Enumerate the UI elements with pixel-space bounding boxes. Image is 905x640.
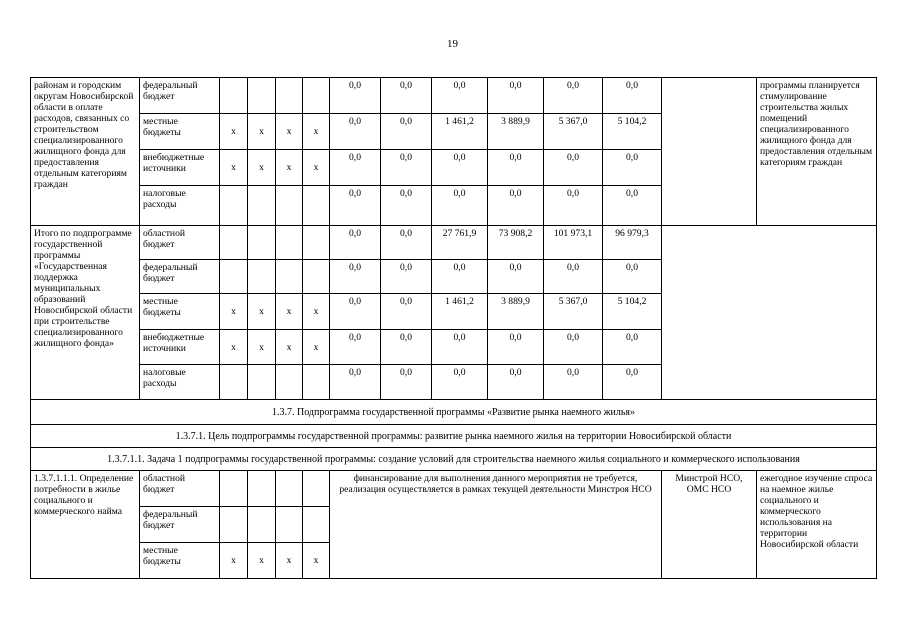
executor: Минстрой НСО, ОМС НСО (662, 471, 757, 579)
table-cell: 0,0 (488, 330, 544, 365)
table-cell (248, 260, 276, 294)
table-cell (248, 78, 276, 114)
table-cell (220, 78, 248, 114)
task-heading: 1.3.7.1.1. Задача 1 подпрограммы государственной программы: создание условий для строительства наемного жилья социального и коммерческого использования (31, 448, 877, 471)
goal-heading: 1.3.7.1. Цель подпрограммы государственной программы: развитие рынка наемного жилья на территории Новосибирской области (31, 425, 877, 448)
table-cell: x (248, 294, 276, 330)
funding-source: местные бюджеты (140, 543, 220, 579)
table-cell: 0,0 (488, 78, 544, 114)
table-cell: 5 367,0 (544, 114, 603, 150)
table-cell: 0,0 (330, 186, 381, 226)
table-cell: x (303, 294, 330, 330)
table-cell: x (220, 114, 248, 150)
table-cell: 0,0 (381, 294, 432, 330)
table-cell: x (248, 150, 276, 186)
table-cell: 0,0 (488, 186, 544, 226)
table-cell: 0,0 (330, 226, 381, 260)
table-cell: 0,0 (603, 260, 662, 294)
table-cell (220, 260, 248, 294)
table-cell: 0,0 (488, 260, 544, 294)
funding-source: налоговые расходы (140, 186, 220, 226)
table-cell: 0,0 (330, 114, 381, 150)
funding-source: местные бюджеты (140, 294, 220, 330)
table-cell: x (248, 114, 276, 150)
table-cell: 0,0 (544, 78, 603, 114)
table-cell: 0,0 (432, 260, 488, 294)
table-cell: 0,0 (603, 150, 662, 186)
table-cell: 0,0 (381, 330, 432, 365)
measure-label: районам и городским округам Новосибирской области в оплате расходов, связанных со строительством специализированного жилищного фонда для предоставления отдельным категориям граждан (31, 78, 140, 226)
table-cell: 0,0 (381, 78, 432, 114)
table-cell (276, 186, 303, 226)
funding-source: налоговые расходы (140, 365, 220, 400)
empty-cell (662, 226, 877, 400)
table-cell (303, 365, 330, 400)
table-cell (276, 260, 303, 294)
table-cell: 0,0 (432, 186, 488, 226)
table-cell: x (276, 150, 303, 186)
table-cell (220, 365, 248, 400)
table-cell (303, 226, 330, 260)
table-cell: x (276, 114, 303, 150)
table-cell: 3 889,9 (488, 114, 544, 150)
table-cell: x (276, 330, 303, 365)
table-cell: 0,0 (432, 330, 488, 365)
table-cell: 0,0 (603, 78, 662, 114)
funding-source: федеральный бюджет (140, 507, 220, 543)
table-cell: 73 908,2 (488, 226, 544, 260)
table-cell: 0,0 (432, 150, 488, 186)
table-cell: 0,0 (330, 330, 381, 365)
total-label: Итого по подпрограмме государственной программы «Государственная поддержка муниципальных образований Новосибирской области при строительстве специализированного жилищного фонда» (31, 226, 140, 400)
table-cell: 1 461,2 (432, 114, 488, 150)
table-row (31, 425, 877, 448)
table-cell: 0,0 (488, 150, 544, 186)
table-cell: x (276, 543, 303, 579)
page-number: 19 (447, 38, 458, 50)
table-cell: 0,0 (330, 365, 381, 400)
table-cell: 0,0 (330, 260, 381, 294)
table-cell: x (248, 543, 276, 579)
table-cell: x (303, 543, 330, 579)
funding-source: областной бюджет (140, 471, 220, 507)
table-cell (248, 226, 276, 260)
table-cell: x (303, 150, 330, 186)
table-cell: x (220, 150, 248, 186)
funding-source: федеральный бюджет (140, 260, 220, 294)
table-cell: 0,0 (544, 330, 603, 365)
table-cell: 5 104,2 (603, 294, 662, 330)
table-cell: x (220, 294, 248, 330)
table-cell (276, 471, 303, 507)
table-cell: 3 889,9 (488, 294, 544, 330)
table-cell (220, 186, 248, 226)
table-cell: 0,0 (330, 150, 381, 186)
table-cell: 0,0 (488, 365, 544, 400)
funding-source: местные бюджеты (140, 114, 220, 150)
table-cell: 101 973,1 (544, 226, 603, 260)
table-cell (220, 471, 248, 507)
table-cell (276, 507, 303, 543)
table-cell: 0,0 (432, 78, 488, 114)
table-cell: 27 761,9 (432, 226, 488, 260)
funding-source: внебюджетные источники (140, 150, 220, 186)
measure-note: ежегодное изучение спроса на наемное жилье социального и коммерческого использования на территории Новосибирской области (757, 471, 877, 579)
table-cell (220, 507, 248, 543)
budget-table (30, 77, 877, 579)
table-cell (248, 507, 276, 543)
table-cell: 1 461,2 (432, 294, 488, 330)
table-cell: 0,0 (381, 114, 432, 150)
table-row (31, 226, 877, 260)
table-cell: 0,0 (603, 330, 662, 365)
measure-note: программы планируется стимулирование строительства жилых помещений специализированного жилищного фонда для предоставления отдельным категориям граждан (757, 78, 877, 226)
subprogram-heading: 1.3.7. Подпрограмма государственной программы «Развитие рынка наемного жилья» (31, 400, 877, 425)
table-cell (303, 507, 330, 543)
table-cell: 0,0 (381, 150, 432, 186)
table-cell (248, 365, 276, 400)
table-row (31, 448, 877, 471)
table-cell (276, 365, 303, 400)
table-cell: 0,0 (330, 78, 381, 114)
funding-source: внебюджетные источники (140, 330, 220, 365)
table-cell: 0,0 (544, 186, 603, 226)
table-cell (276, 226, 303, 260)
table-cell (303, 186, 330, 226)
table-cell: 0,0 (603, 186, 662, 226)
table-cell: x (303, 330, 330, 365)
table-cell: 5 367,0 (544, 294, 603, 330)
table-row (31, 78, 877, 114)
table-cell: x (303, 114, 330, 150)
table-cell (248, 186, 276, 226)
table-cell (276, 78, 303, 114)
table-cell (248, 471, 276, 507)
table-cell: 0,0 (432, 365, 488, 400)
empty-cell (662, 78, 757, 226)
table-cell (303, 78, 330, 114)
table-cell: 0,0 (381, 226, 432, 260)
funding-source: областной бюджет (140, 226, 220, 260)
table-cell: 0,0 (381, 186, 432, 226)
table-cell: 0,0 (603, 365, 662, 400)
table-cell: x (220, 330, 248, 365)
financing-note: финансирование для выполнения данного мероприятия не требуется, реализация осуществляется в рамках текущей деятельности Минстроя НСО (330, 471, 662, 579)
table-cell: x (276, 294, 303, 330)
table-cell: 5 104,2 (603, 114, 662, 150)
table-cell (220, 226, 248, 260)
funding-source: федеральный бюджет (140, 78, 220, 114)
table-cell: 0,0 (544, 150, 603, 186)
table-cell: x (220, 543, 248, 579)
table-cell: 0,0 (544, 365, 603, 400)
table-cell (303, 471, 330, 507)
table-cell: 0,0 (381, 365, 432, 400)
table-cell: x (248, 330, 276, 365)
table-row (31, 400, 877, 425)
table-cell: 0,0 (381, 260, 432, 294)
table-row (31, 471, 877, 507)
measure-label: 1.3.7.1.1.1. Определение потребности в жилье социального и коммерческого найма (31, 471, 140, 579)
table-cell: 0,0 (544, 260, 603, 294)
table-cell: 0,0 (330, 294, 381, 330)
table-cell (303, 260, 330, 294)
table-cell: 96 979,3 (603, 226, 662, 260)
